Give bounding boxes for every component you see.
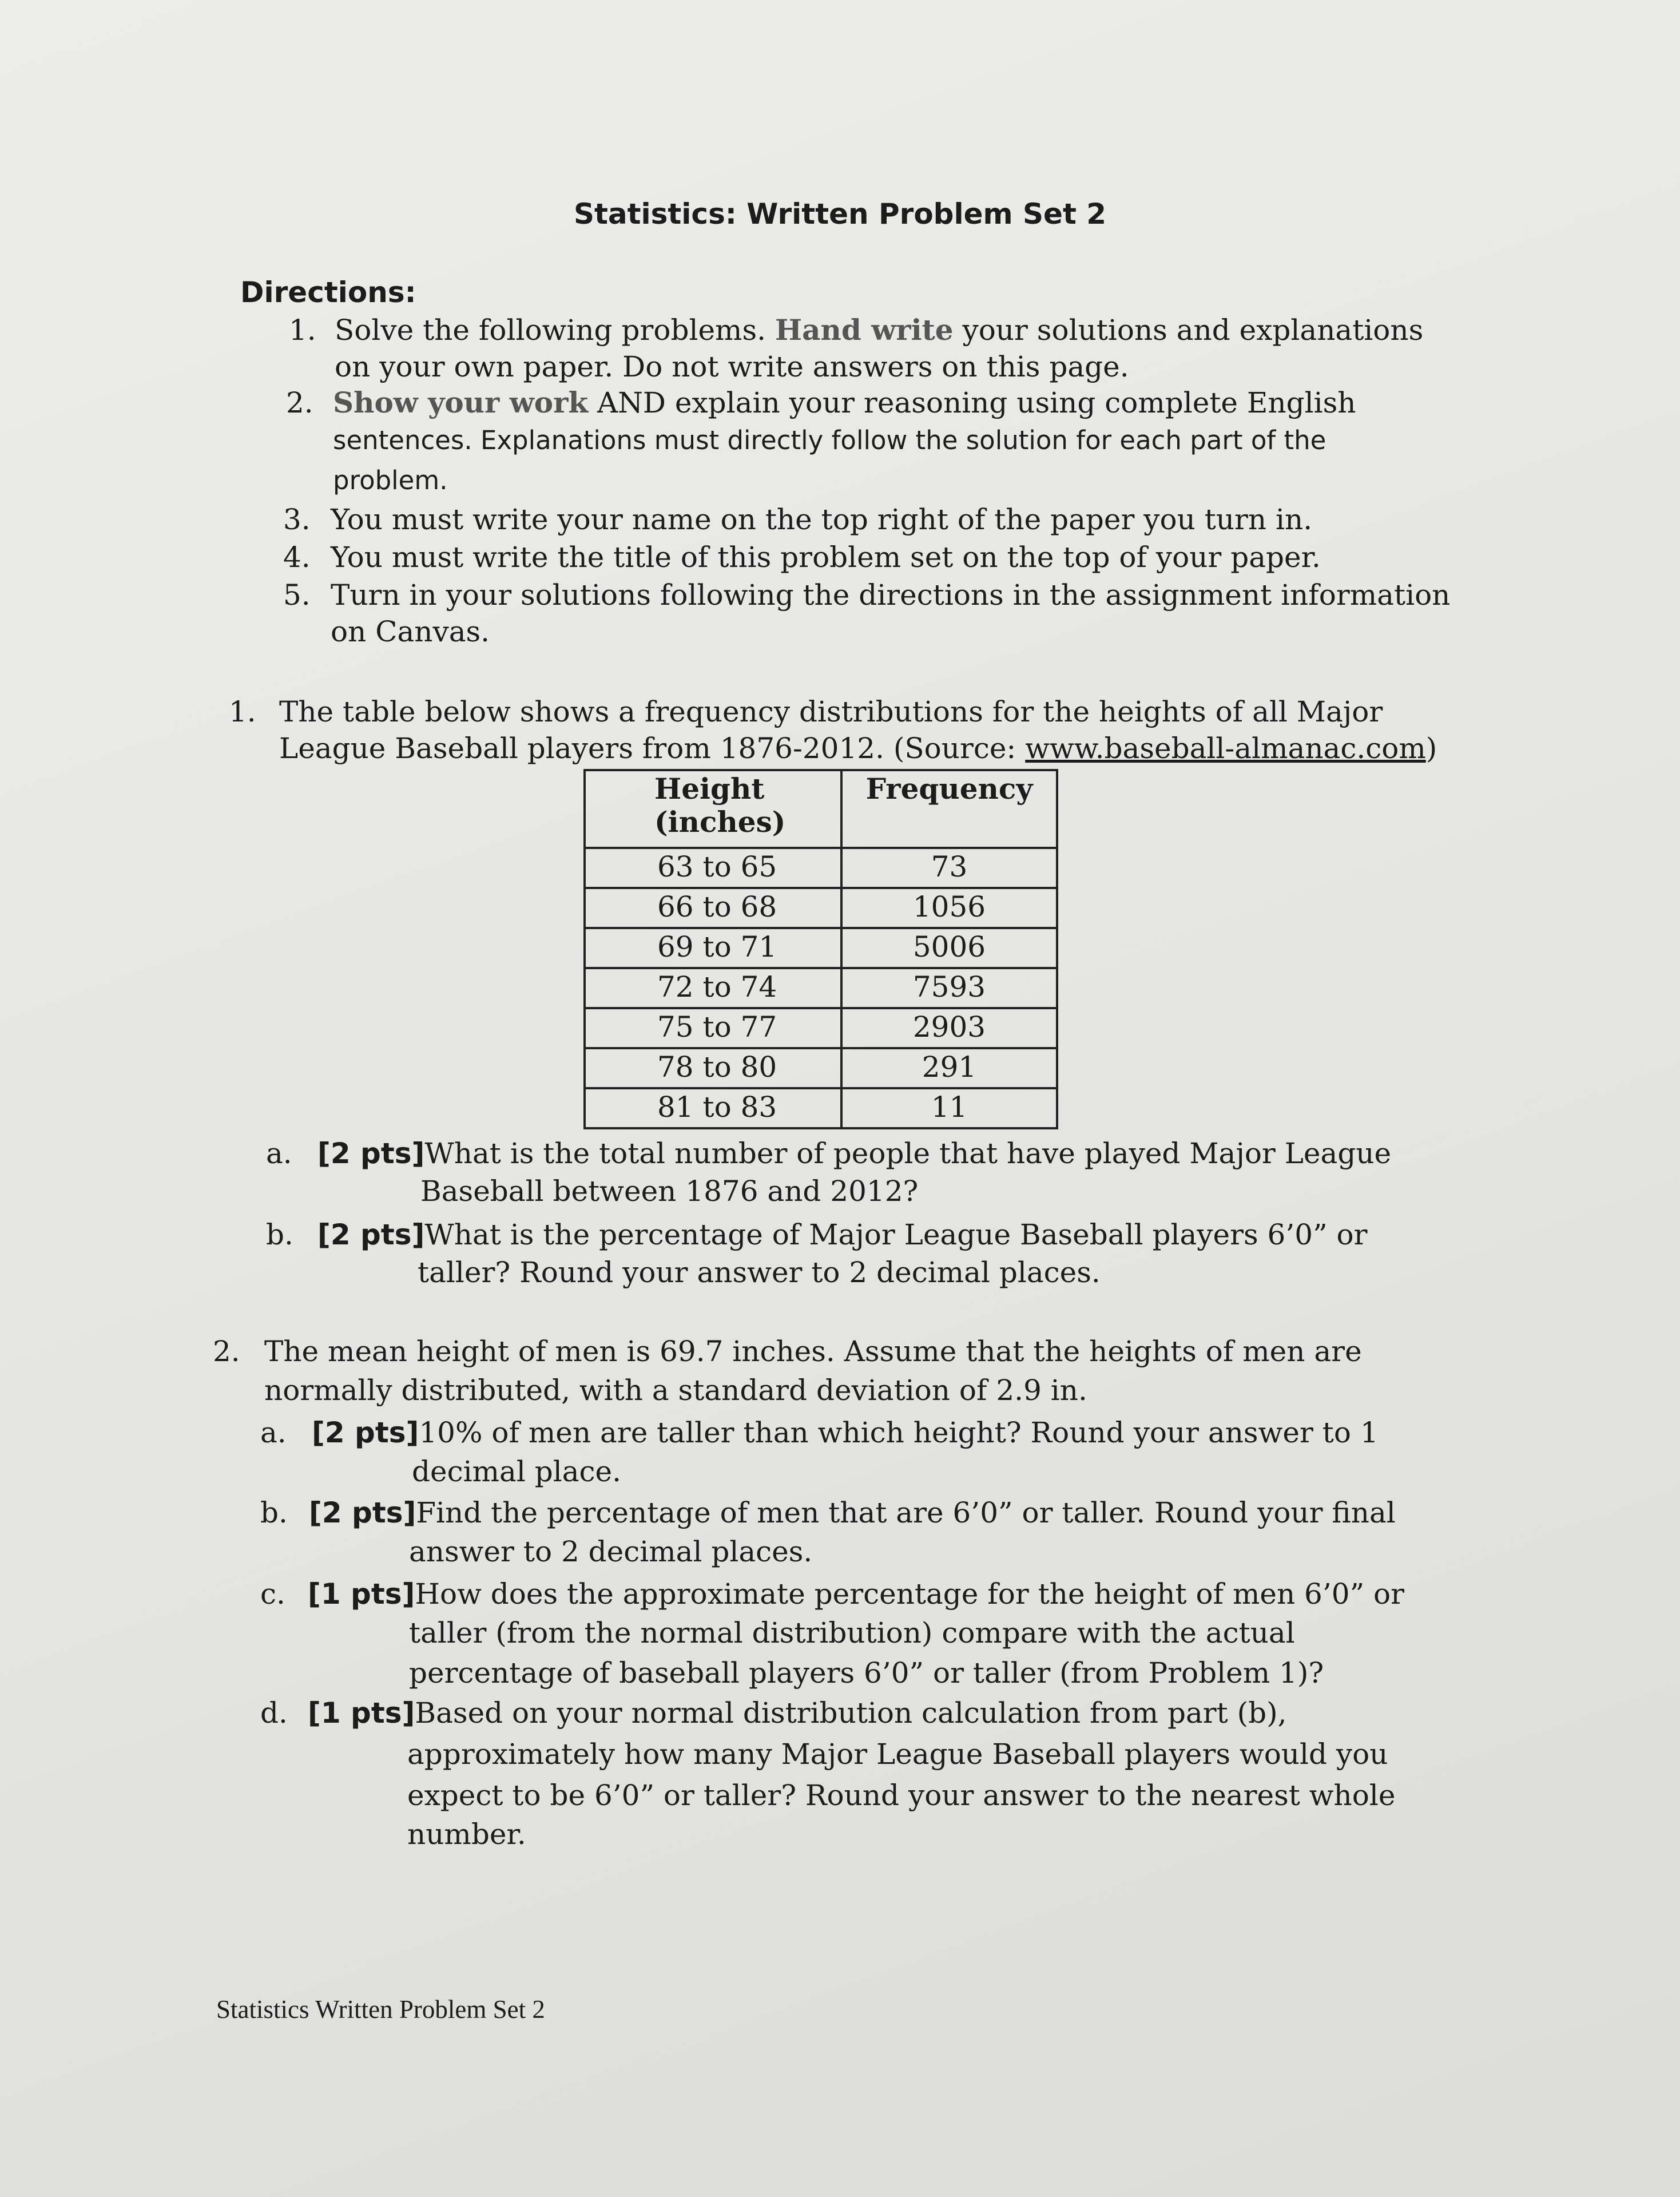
- column-header-frequency: Frequency: [841, 770, 1057, 848]
- column-header-height: Height (inches): [585, 770, 841, 848]
- direction-text: Solve the following problems. Hand write your solutions and explanations: [335, 313, 1424, 347]
- part-label: b.: [266, 1218, 293, 1251]
- direction-text-line2: sentences. Explanations must directly follow the solution for each part of the: [333, 425, 1326, 455]
- part-label: d.: [260, 1696, 288, 1730]
- height-cell: 63 to 65: [585, 848, 841, 888]
- table-row: [585, 1048, 1057, 1088]
- part-text-line2: answer to 2 decimal places.: [409, 1535, 813, 1568]
- height-cell: 69 to 71: [585, 928, 841, 968]
- part-label: a.: [266, 1137, 292, 1170]
- frequency-cell: 291: [841, 1048, 1057, 1088]
- part-text-line4: number.: [407, 1818, 526, 1851]
- table-row: [585, 888, 1057, 928]
- part-text-line2: taller? Round your answer to 2 decimal places.: [418, 1256, 1101, 1289]
- part-text: [2 pts]What is the percentage of Major League Baseball players 6’0” or: [317, 1218, 1368, 1251]
- table-row: [585, 968, 1057, 1008]
- height-cell: 75 to 77: [585, 1008, 841, 1048]
- direction-text-line2: on your own paper. Do not write answers on this page.: [335, 350, 1129, 383]
- problem-text-line2: normally distributed, with a standard deviation of 2.9 in.: [264, 1374, 1087, 1407]
- frequency-cell: 7593: [841, 968, 1057, 1008]
- frequency-cell: 2903: [841, 1008, 1057, 1048]
- part-text-line3: expect to be 6’0” or taller? Round your answer to the nearest whole: [407, 1779, 1396, 1812]
- part-text-line2: taller (from the normal distribution) compare with the actual: [409, 1616, 1295, 1649]
- directions-heading: Directions:: [240, 276, 416, 309]
- table-row: [585, 1088, 1057, 1128]
- direction-text: You must write your name on the top right of the paper you turn in.: [331, 503, 1313, 536]
- part-text-line2: approximately how many Major League Baseball players would you: [407, 1738, 1388, 1771]
- direction-text-line2: on Canvas.: [331, 615, 490, 648]
- direction-text: Turn in your solutions following the directions in the assignment information: [331, 578, 1451, 612]
- direction-number: 5.: [283, 578, 311, 612]
- frequency-table: [583, 769, 1058, 1129]
- part-label: c.: [260, 1577, 285, 1611]
- part-text: [2 pts]10% of men are taller than which height? Round your answer to 1: [312, 1416, 1379, 1449]
- direction-text: Show your work AND explain your reasoning using complete English: [333, 386, 1356, 419]
- frequency-cell: 5006: [841, 928, 1057, 968]
- part-text-line2: decimal place.: [412, 1455, 621, 1488]
- part-text: [2 pts]What is the total number of people that have played Major League: [317, 1137, 1392, 1170]
- frequency-cell: 11: [841, 1088, 1057, 1128]
- page-footer: Statistics Written Problem Set 2: [216, 1995, 545, 2024]
- part-text: [1 pts]How does the approximate percentage for the height of men 6’0” or: [308, 1577, 1405, 1611]
- part-text: [2 pts]Find the percentage of men that are 6’0” or taller. Round your final: [309, 1496, 1396, 1529]
- part-text-line3: percentage of baseball players 6’0” or taller (from Problem 1)?: [409, 1656, 1324, 1690]
- direction-number: 3.: [283, 503, 311, 536]
- problem-text-line2: League Baseball players from 1876-2012. (Source: www.baseball-almanac.com): [279, 732, 1437, 765]
- table-header-row: [585, 770, 1057, 848]
- table-row: [585, 1008, 1057, 1048]
- problem-text: The table below shows a frequency distributions for the heights of all Major: [279, 695, 1383, 728]
- table-row: [585, 928, 1057, 968]
- frequency-cell: 73: [841, 848, 1057, 888]
- direction-number: 4.: [283, 541, 311, 574]
- direction-text: You must write the title of this problem set on the top of your paper.: [331, 541, 1321, 574]
- height-cell: 72 to 74: [585, 968, 841, 1008]
- height-cell: 66 to 68: [585, 888, 841, 928]
- page-title: Statistics: Written Problem Set 2: [573, 197, 1107, 231]
- problem-text: The mean height of men is 69.7 inches. Assume that the heights of men are: [264, 1335, 1362, 1368]
- direction-number: 1.: [289, 314, 316, 347]
- frequency-cell: 1056: [841, 888, 1057, 928]
- height-cell: 78 to 80: [585, 1048, 841, 1088]
- direction-number: 2.: [286, 386, 313, 419]
- part-label: b.: [260, 1496, 288, 1529]
- part-text-line2: Baseball between 1876 and 2012?: [420, 1175, 919, 1208]
- problem-number: 2.: [213, 1335, 240, 1368]
- part-text: [1 pts]Based on your normal distribution calculation from part (b),: [308, 1696, 1287, 1730]
- source-link[interactable]: www.baseball-almanac.com: [1025, 732, 1426, 765]
- table-row: [585, 848, 1057, 888]
- part-label: a.: [260, 1416, 287, 1449]
- height-cell: 81 to 83: [585, 1088, 841, 1128]
- direction-text-line3: problem.: [333, 465, 448, 495]
- problem-number: 1.: [229, 695, 256, 728]
